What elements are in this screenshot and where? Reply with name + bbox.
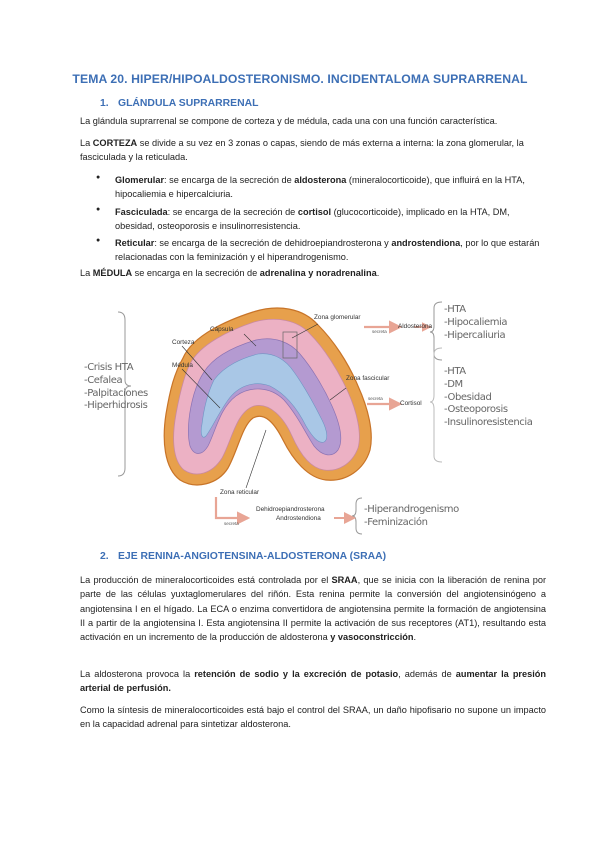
paragraph-hipofisario-text: Como la síntesis de mineralocorticoides está bajo el control del SRAA, un daño hipofisario no supone un impacto en la capacidad adrenal para sintetizar aldosterona.	[80, 705, 546, 730]
section-2-title: EJE RENINA-ANGIOTENSINA-ALDOSTERONA (SRAA)	[118, 551, 387, 562]
label-secreta-3: secreta	[224, 521, 239, 526]
text-fragment: (glucocorticoide), implicado en la HTA, DM, obesidad, osteoporosis e insulinorresistencia.	[115, 206, 510, 231]
medulla-effects-list	[84, 362, 148, 413]
label-zona-glomerular: Zona glomerular	[314, 314, 361, 321]
list-item	[96, 205, 548, 234]
text-fragment: La	[80, 268, 93, 278]
text-bold: retención de sodio y la excreción de potasio	[194, 669, 399, 679]
page-title: TEMA 20. HIPER/HIPOALDOSTERONISMO. INCIDENTALOMA SUPRARRENAL	[72, 72, 528, 86]
label-corteza: Corteza	[172, 339, 195, 346]
bracket-fascicular	[430, 348, 442, 462]
label-capsula: Cápsula	[210, 326, 234, 333]
bullet-label: Glomerular	[115, 175, 165, 185]
list-item: -HTA	[444, 366, 466, 377]
section-2-heading	[100, 549, 386, 565]
list-item: -HTA	[444, 304, 466, 315]
list-item: -Crisis HTA	[84, 362, 134, 373]
bullet-label: Reticular	[115, 238, 155, 248]
label-androstendiona: Androstendiona	[276, 515, 321, 522]
paragraph-medula	[80, 266, 546, 280]
bracket-reticular	[352, 498, 362, 534]
paragraph-glandula-text: La glándula suprarrenal se compone de corteza y de médula, cada una con una función característica.	[80, 116, 498, 126]
list-item: -Hipercaliuria	[444, 329, 506, 341]
list-item	[96, 173, 548, 202]
list-item: -Feminización	[364, 516, 428, 528]
text-fragment: : se encarga de la secreción de dehidroepiandrosterona y	[154, 238, 392, 248]
fascicular-effects-list	[444, 366, 533, 430]
label-medula: Médula	[172, 362, 193, 369]
zones-list	[96, 173, 548, 268]
text-bold: aumentar la presión arterial de perfusión.	[80, 669, 546, 694]
text-fragment: (mineralocorticoide), que influirá en la HTA, hipocaliemia e hipercalciuria.	[115, 175, 525, 200]
section-1-number: 1.	[100, 98, 109, 109]
text-bold: androstendiona	[391, 238, 461, 248]
text-bold: cortisol	[297, 206, 332, 217]
list-item: -DM	[444, 378, 463, 390]
arrow-reticular	[216, 497, 248, 518]
list-item: -Obesidad	[444, 391, 492, 403]
list-item: -Cefalea	[84, 374, 123, 386]
paragraph-sraa	[80, 573, 546, 644]
text-fragment: : se encarga de la secreción de	[164, 175, 295, 185]
text-fragment: La producción de mineralocorticoides está controlada por el	[80, 575, 332, 585]
label-secreta-1: secreta	[372, 329, 387, 334]
label-cortisol: Cortisol	[400, 400, 422, 407]
text-fragment: : se encarga de la secreción de	[167, 206, 298, 217]
paragraph-aldosterona	[80, 667, 546, 696]
text-fragment: .	[376, 268, 380, 278]
list-item: -Palpitaciones	[84, 387, 148, 399]
text-fragment: se encarga en la secreción de	[132, 268, 260, 278]
text-fragment: La	[80, 138, 93, 148]
bracket-glomerular	[430, 302, 442, 360]
list-item: -Hipocaliemia	[444, 316, 508, 328]
text-fragment: La aldosterona provoca la	[80, 669, 195, 679]
list-item: -Osteoporosis	[444, 404, 508, 416]
label-zona-reticular: Zona reticular	[220, 489, 260, 496]
list-item	[96, 236, 548, 265]
label-aldosterona: Aldosterona	[398, 323, 433, 330]
list-item: -Hiperhidrosis	[84, 400, 148, 412]
text-bold-corteza: CORTEZA	[92, 138, 138, 148]
reticular-effects-list	[364, 504, 459, 530]
text-bold-hormones: adrenalina y noradrenalina	[259, 268, 377, 278]
paragraph-corteza	[80, 136, 546, 165]
text-bold-sraa: SRAA	[331, 575, 358, 585]
section-1-heading	[100, 96, 258, 112]
text-fragment: , por lo que estarán relacionadas con la feminización y el hiperandrogenismo.	[115, 238, 540, 263]
glomerular-effects-list	[444, 304, 507, 342]
label-dhea: Dehidroepiandrosterona	[256, 506, 325, 513]
text-bold-vasoconstriccion: y vasoconstricción	[330, 632, 414, 642]
adrenal-gland-figure	[78, 290, 548, 540]
leader-reticular	[246, 430, 266, 488]
paragraph-hipofisario	[80, 703, 546, 732]
bullet-label: Fasciculada	[115, 206, 168, 217]
list-item: -Insulinoresistencia	[444, 417, 533, 429]
text-fragment: se divide a su vez en 3 zonas o capas, siendo de más externa a interna: la zona glomerular, la fasciculada y la reticulada.	[80, 138, 524, 163]
text-bold-medula: MÉDULA	[92, 268, 133, 278]
section-1-title: GLÁNDULA SUPRARRENAL	[118, 98, 259, 109]
list-item: -Hiperandrogenismo	[364, 504, 459, 515]
text-bold: aldosterona	[294, 175, 347, 185]
label-zona-fascicular: Zona fascicular	[346, 375, 390, 382]
text-fragment: .	[413, 632, 417, 642]
text-fragment: , que se inicia con la liberación de renina por parte de las células yuxtaglomerulares del riñón. Esta renina permite la conversión del angiotensinógeno a angiotensina I en el hígado. La ECA o enzima convertidora de angiotensina permite la formación de angiotensina II a partir de la angiotensina I. Esta angiotensina II permite la activación de sus receptores (AT1), resultando esta activación en un incremento de la producción de aldosterona	[80, 575, 547, 642]
paragraph-glandula	[80, 114, 546, 128]
label-secreta-2: secreta	[368, 396, 383, 401]
text-fragment: , además de	[398, 669, 456, 679]
section-2-number: 2.	[100, 551, 109, 562]
